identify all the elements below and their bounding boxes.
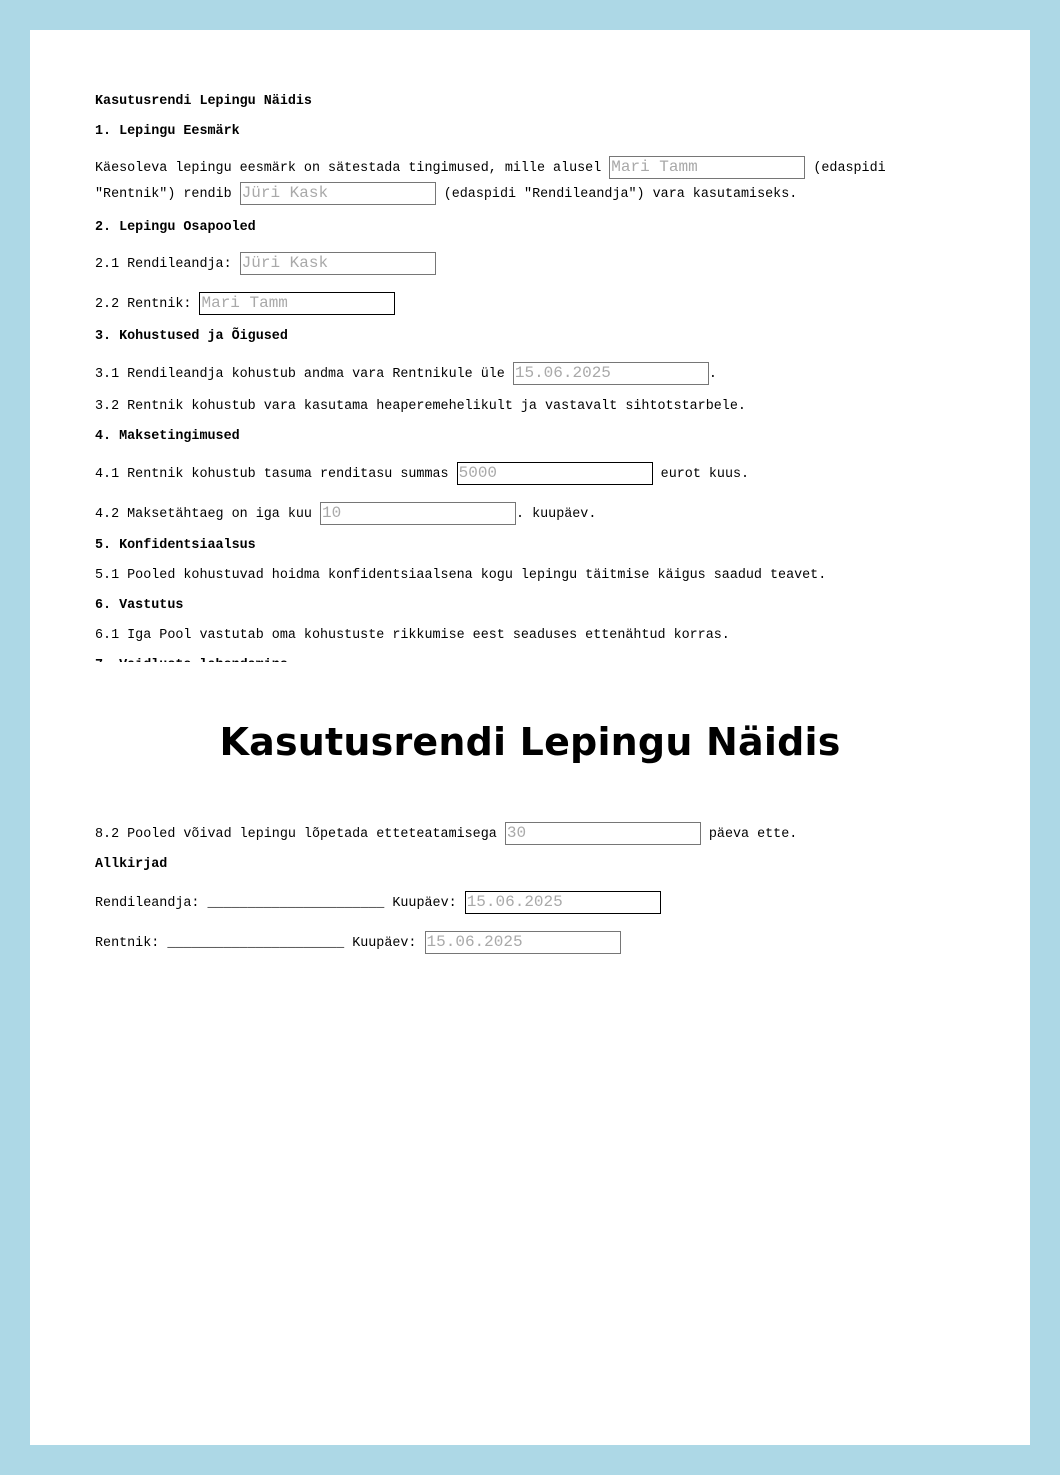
section-4-p2-text: 4.2 Maksetähtaeg on iga kuu [95, 507, 312, 523]
section-1-text-b: (edaspidi [813, 161, 886, 177]
section-4-p2-end: . kuupäev. [516, 507, 597, 523]
section-3-heading: 3. Kohustused ja Õigused [95, 329, 288, 344]
section-4-p1-text: 4.1 Rentnik kohustub tasuma renditasu summas [95, 467, 449, 483]
section-1-text-d: (edaspidi "Rendileandja") vara kasutamiseks. [443, 187, 798, 203]
section-5-heading: 5. Konfidentsiaalsus [95, 538, 256, 553]
section-8-p2-text: 8.2 Pooled võivad lepingu lõpetada etteteatamisega [95, 827, 497, 843]
lessor-signature-row [95, 891, 661, 914]
rent-amount-input[interactable]: 5000 [457, 462, 653, 485]
renter-row [95, 292, 395, 315]
document-scroll-region[interactable] [30, 30, 1030, 670]
renter-label: 2.2 Rentnik: [95, 297, 192, 313]
section-2-heading: 2. Lepingu Osapooled [95, 220, 256, 235]
handover-date-input[interactable]: 15.06.2025 [513, 362, 709, 385]
lessor-label: 2.1 Rendileandja: [95, 257, 232, 273]
section-4-p1-end: eurot kuus. [660, 467, 750, 483]
lessor-signature-label: Rendileandja: [95, 896, 200, 912]
lessor-signature-date-input[interactable]: 15.06.2025 [465, 891, 661, 914]
renter-signature-line: ______________________ [167, 936, 345, 952]
renter-signature-label: Rentnik: [95, 936, 160, 952]
renter-name-input-inline[interactable]: Mari Tamm [609, 156, 805, 179]
section-3-paragraph-1 [95, 362, 717, 385]
section-6-heading: 6. Vastutus [95, 598, 184, 613]
section-1-text-a: Käesoleva lepingu eesmärk on sätestada tingimused, mille alusel [95, 161, 602, 177]
section-1-paragraph-line-2 [95, 182, 797, 205]
section-8-p2-end: päeva ette. [708, 827, 798, 843]
section-1-text-c: "Rentnik") rendib [95, 187, 232, 203]
lessor-date-label: Kuupäev: [392, 896, 457, 912]
section-3-p1-end: . [708, 367, 717, 383]
section-4-heading: 4. Maksetingimused [95, 429, 240, 444]
payment-day-input[interactable]: 10 [320, 502, 516, 525]
section-1-paragraph-line-1 [95, 156, 886, 179]
section-6-paragraph-1: 6.1 Iga Pool vastutab oma kohustuste rikkumise eest seaduses ettenähtud korras. [95, 628, 730, 643]
section-3-p1-text: 3.1 Rendileandja kohustub andma vara Rentnikule üle [95, 367, 505, 383]
renter-signature-date-input[interactable]: 15.06.2025 [425, 931, 621, 954]
lessor-name-input[interactable]: Jüri Kask [240, 252, 436, 275]
section-5-paragraph-1: 5.1 Pooled kohustuvad hoidma konfidentsiaalsena kogu lepingu täitmise käigus saadud teavet. [95, 568, 827, 583]
section-3-paragraph-2: 3.2 Rentnik kohustub vara kasutama heaperemehelikult ja vastavalt sihtotstarbele. [95, 399, 746, 414]
lessor-name-input-inline[interactable]: Jüri Kask [240, 182, 436, 205]
section-4-paragraph-2 [95, 502, 596, 525]
banner-title: Kasutusrendi Lepingu Näidis [219, 720, 841, 764]
renter-name-input[interactable]: Mari Tamm [199, 292, 395, 315]
document-title: Kasutusrendi Lepingu Näidis [95, 94, 312, 109]
lessor-row [95, 252, 436, 275]
renter-date-label: Kuupäev: [352, 936, 417, 952]
document-page [30, 30, 1030, 1445]
signatures-heading: Allkirjad [95, 857, 168, 872]
renter-signature-row [95, 931, 621, 954]
section-8-paragraph-2 [95, 822, 797, 845]
lessor-signature-line: ______________________ [207, 896, 385, 912]
section-4-paragraph-1 [95, 462, 749, 485]
notice-days-input[interactable]: 30 [505, 822, 701, 845]
section-1-heading: 1. Lepingu Eesmärk [95, 124, 240, 139]
